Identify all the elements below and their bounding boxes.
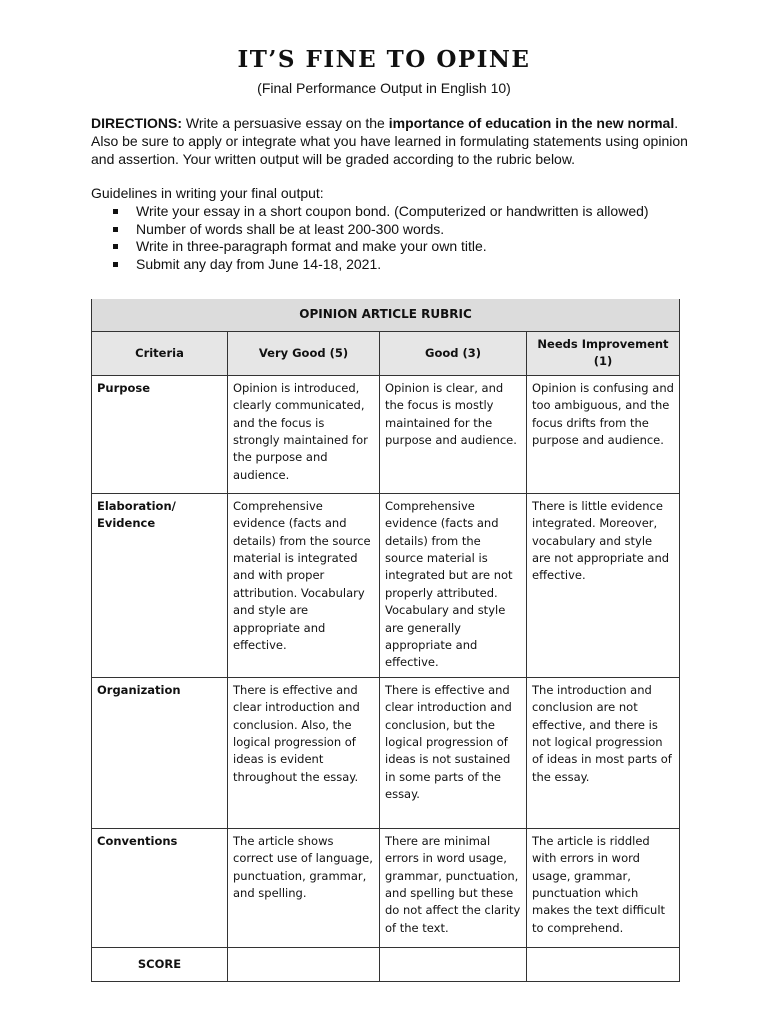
column-header-good: Good (3) [380, 332, 527, 376]
very-good-cell: Opinion is introduced, clearly communicated, and the focus is strongly maintained for the purpose and audience. [228, 375, 380, 493]
guideline-item [113, 203, 693, 221]
guidelines-heading: Guidelines in writing your final output: [91, 185, 324, 201]
score-cell-needs-improvement[interactable] [527, 947, 680, 981]
criteria-cell: Organization [92, 677, 228, 828]
guideline-item [113, 221, 693, 239]
column-header-very-good: Very Good (5) [228, 332, 380, 376]
guideline-text: Submit any day from June 14-18, 2021. [136, 255, 382, 272]
good-cell: There is effective and clear introduction and conclusion, but the logical progression of ideas is not sustained in some parts of the essay. [380, 677, 527, 828]
guideline-item [113, 238, 693, 256]
needs-improvement-cell: The article is riddled with errors in word usage, grammar, punctuation which makes the text difficult to comprehend. [527, 828, 680, 947]
needs-improvement-cell: The introduction and conclusion are not effective, and there is not logical progression of ideas in most parts of the essay. [527, 677, 680, 828]
score-cell-good[interactable] [380, 947, 527, 981]
score-label: SCORE [92, 947, 228, 981]
column-header-needs-improvement: Needs Improvement (1) [527, 332, 680, 376]
document-subtitle: (Final Performance Output in English 10) [257, 80, 511, 96]
guidelines-list [113, 203, 693, 273]
rubric-row-purpose [92, 375, 680, 493]
rubric-row-conventions [92, 828, 680, 947]
column-header-criteria: Criteria [92, 332, 228, 376]
rubric-row-organization [92, 677, 680, 828]
score-cell-very-good[interactable] [228, 947, 380, 981]
guideline-text: Number of words shall be at least 200-300 words. [136, 220, 445, 237]
rubric-header-row [92, 332, 680, 376]
square-bullet-icon [113, 244, 118, 249]
needs-improvement-cell: There is little evidence integrated. Moreover, vocabulary and style are not appropriate and effective. [527, 493, 680, 677]
very-good-cell: The article shows correct use of language, punctuation, grammar, and spelling. [228, 828, 380, 947]
criteria-cell: Elaboration/ Evidence [92, 493, 228, 677]
directions-paragraph [91, 114, 691, 168]
rubric-score-row [92, 947, 680, 981]
guideline-item [113, 256, 693, 274]
square-bullet-icon [113, 209, 118, 214]
good-cell: There are minimal errors in word usage, grammar, punctuation, and spelling but these do not affect the clarity of the text. [380, 828, 527, 947]
guideline-text: Write your essay in a short coupon bond. (Computerized or handwritten is allowed) [136, 203, 649, 219]
directions-text-part-2: . Also be sure to apply or integrate what you have learned in formulating statements using opinion and assertion. Your written output will be graded according to the rubric below. [91, 115, 688, 167]
square-bullet-icon [113, 227, 118, 232]
square-bullet-icon [113, 262, 118, 267]
directions-emphasis: importance of education in the new normal [388, 115, 675, 131]
criteria-cell: Conventions [92, 828, 228, 947]
directions-text-part-1: Write a persuasive essay on the [182, 115, 389, 131]
rubric-row-elaboration [92, 493, 680, 677]
very-good-cell: There is effective and clear introduction and conclusion. Also, the logical progression of ideas is evident throughout the essay. [228, 677, 380, 828]
good-cell: Comprehensive evidence (facts and details) from the source material is integrated but are not properly attributed. Vocabulary and style are generally appropriate and effective. [380, 493, 527, 677]
needs-improvement-cell: Opinion is confusing and too ambiguous, and the focus drifts from the purpose and audience. [527, 375, 680, 493]
rubric-table [91, 299, 680, 982]
good-cell: Opinion is clear, and the focus is mostly maintained for the purpose and audience. [380, 375, 527, 493]
directions-label: DIRECTIONS: [91, 115, 182, 131]
rubric-title: OPINION ARTICLE RUBRIC [92, 299, 680, 332]
very-good-cell: Comprehensive evidence (facts and details) from the source material is integrated and with proper attribution. Vocabulary and style are appropriate and effective. [228, 493, 380, 677]
criteria-cell: Purpose [92, 375, 228, 493]
guideline-text: Write in three-paragraph format and make your own title. [136, 238, 487, 254]
document-title: IT’S FINE TO OPINE [237, 46, 531, 73]
